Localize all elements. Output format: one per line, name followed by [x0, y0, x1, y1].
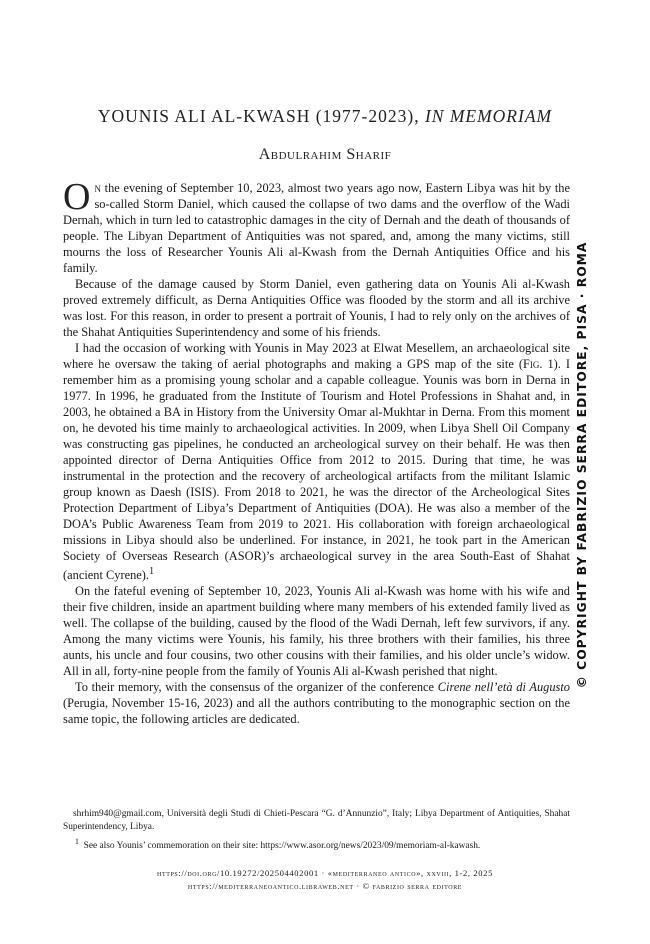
conference-title: Cirene nell’età di Augusto [437, 680, 570, 695]
footnote-1 [63, 836, 570, 853]
page-footer [0, 867, 650, 893]
paragraph-3-text-a: I had the occasion of working with Younis in May 2023 at Elwat Mesellem, an archaeological site where he oversaw the taking of aerial photographs and making a GPS map of the site ( [63, 341, 570, 371]
paragraph-3 [63, 340, 570, 583]
paragraph-3-text-b: ). I remember him as a promising young scholar and a capable colleague. Younis was born in Derna in 1977. In 1996, he graduated from the Institute of Tourism and Hotel Professions in Shahat and, in 2003, he obtained a BA in History from the University Omar al-Mukhtar in Derna. From this moment on, he devoted his time mainly to archaeological activities. In 2009, when Libya Shell Oil Company was constructing gas pipelines, he conducted an archeological survey on their behalf. He was then appointed director of Derna Antiquities Office from 2012 to 2015. During that time, he was instrumental in the protection and the recovery of archeological artifacts from the militant Islamic group known as Daesh (ISIS). From 2018 to 2021, he was the director of the Archeological Sites Protection Department of Libya’s Department of Antiquities (DOA). He was also a member of the DOA’s Public Awareness Team from 2019 to 2021. His collaboration with foreign archaeological missions in Libya should also be underlined. For instance, in 2021, he took part in the American Society of Overseas Research (ASOR)’s archaeological survey in the area South-East of Shahat (ancient Cyrene). [63, 357, 570, 583]
paragraph-5-text-b: (Perugia, November 15-16, 2023) and all the authors contributing to the monographic section on the same topic, the following articles are dedicated. [63, 696, 570, 727]
figure-reference: Fig. 1 [522, 357, 554, 371]
footnote-ref: 1 [149, 566, 155, 577]
article-body [63, 176, 570, 727]
footnote-text: See also Younis’ commemoration on their site: https://www.asor.org/news/2023/09/memoriam-al-kawash. [83, 841, 481, 852]
affiliation-note: shrhim940@gmail.com, Università degli Studi di Chieti-Pescara “G. d’Annunzio”, Italy; Libya Department of Antiquities, Shahat Superintendency, Libya. [63, 809, 570, 832]
paragraph-1-text: the evening of September 10, 2023, almost two years ago now, Eastern Libya was hit by the so-called Storm Daniel, which caused the collapse of two dams and the overflow of the Wadi Dernah, which in turn led to catastrophic damages in the city of Dernah and the death of thousands of people. The Libyan Department of Antiquities was not spared, and, among the many victims, still mourns the loss of Researcher Younis Ali al-Kwash from the Dernah Antiquities Office and his family. [63, 181, 570, 275]
paragraph-2: Because of the damage caused by Storm Daniel, even gathering data on Younis Ali al-Kwash proved extremely difficult, as Derna Antiquities Office was flooded by the storm and all its archive was lost. For this reason, in order to present a portrait of Younis, I had to rely only on the archives of the Shahat Antiquities Superintendency and some of his friends. [63, 277, 570, 339]
paragraph-5 [63, 679, 570, 727]
notes [63, 808, 570, 856]
paragraph-4: On the fateful evening of September 10, 2023, Younis Ali al-Kwash was home with his wife and their five children, inside an apartment building where many members of his extended family lived as well. The collapse of the building, caused by the flood of the Wadi Dernah, left few survivors, if any. Among the many victims were Younis, his family, his three brothers with their families, his three aunts, his uncle and four cousins, two other cousins with their families, and his older uncle’s widow. All in all, forty-nine people from the family of Younis Ali al-Kwash perished that night. [63, 584, 570, 679]
author-name: Abdulrahim Sharif [258, 146, 392, 163]
title-main: YOUNIS ALI AL-KWASH (1977-2023), [97, 106, 420, 126]
doi-line: https://doi.org/10.19272/202504402001 · «mediterraneo antico», xxviii, 1-2, 2025 [157, 868, 493, 878]
paragraph-5-text-a: To their memory, with the consensus of the organizer of the conference [75, 680, 438, 695]
copyright-sidebar [566, 230, 598, 700]
drop-cap-lead: n [94, 181, 101, 195]
site-line: https://mediterraneoantico.libraweb.net · © fabrizio serra editore [187, 881, 463, 891]
article-title [0, 106, 650, 127]
footnote-number: 1 [75, 837, 79, 846]
paragraph-1 [63, 176, 570, 276]
copyright-text: © COPYRIGHT BY FABRIZIO SERRA EDITORE, PISA · ROMA [575, 241, 589, 689]
title-italic: IN MEMORIAM [424, 106, 553, 126]
drop-cap: O [63, 176, 91, 218]
